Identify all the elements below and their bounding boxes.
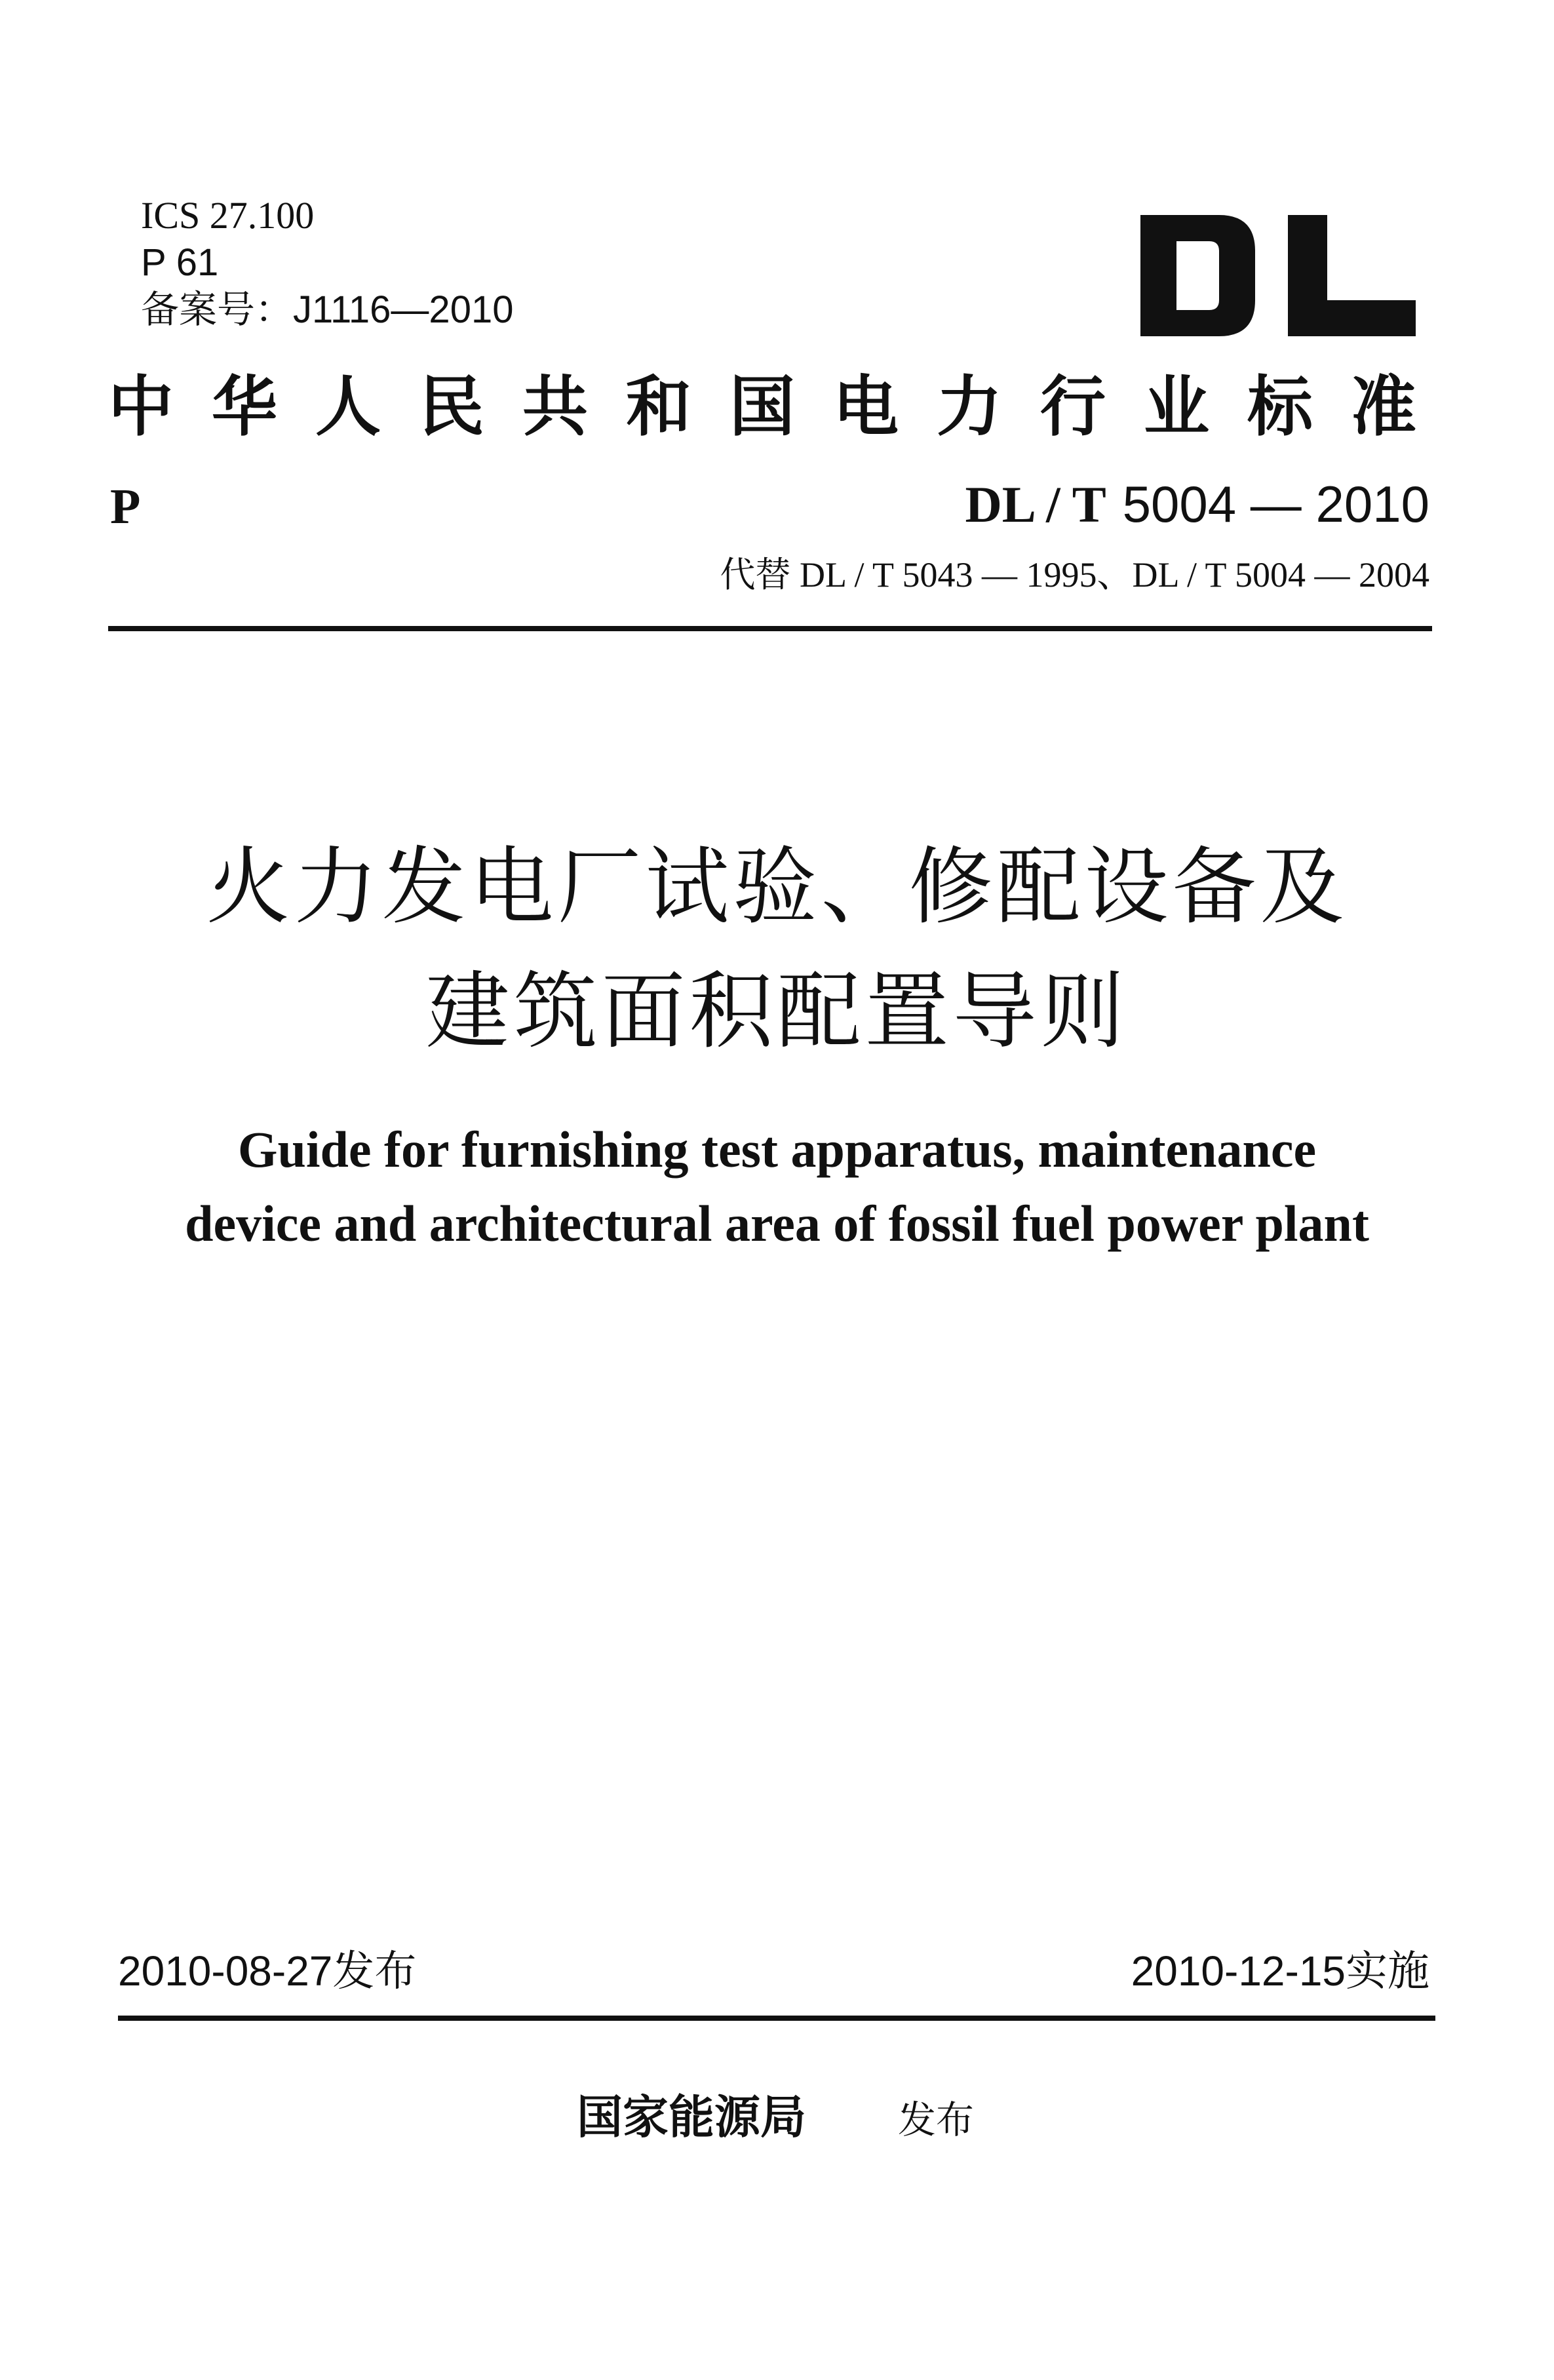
industry-title-char: 业	[1144, 368, 1225, 445]
industry-standard-title	[108, 368, 1432, 445]
footer-divider	[118, 2016, 1435, 2021]
industry-title-char: 民	[419, 368, 500, 445]
record-number	[141, 288, 514, 331]
header-divider	[108, 626, 1432, 631]
industry-title-char: 共	[522, 368, 604, 445]
industry-title-char: 国	[729, 368, 811, 445]
industry-title-char: 中	[108, 368, 189, 445]
english-title-line-1: Guide for furnishing test apparatus, maintenance	[237, 1121, 1317, 1178]
issue-date: 2010-08-27发布	[118, 1947, 417, 1995]
industry-title-char: 电	[833, 368, 914, 445]
industry-title-char: 华	[212, 368, 293, 445]
standard-prefix: DL / T	[965, 476, 1106, 533]
chinese-title-line-2: 建筑面积配置导则	[425, 963, 1129, 1061]
replaces-note: 代替 DL / T 5043 — 1995、DL / T 5004 — 2004	[720, 555, 1429, 595]
english-title-line-2: device and architectural area of fossil fuel power plant	[185, 1195, 1369, 1252]
dl-logo	[1140, 215, 1416, 336]
industry-title-char: 力	[937, 368, 1018, 445]
industry-title-char: 人	[315, 368, 397, 445]
record-value: J1116—2010	[293, 288, 514, 331]
chinese-title-line-1: 火力发电厂试验、修配设备及	[206, 838, 1348, 936]
classification-code: P 61	[141, 241, 219, 284]
industry-title-char: 标	[1247, 368, 1329, 445]
industry-title-char: 和	[626, 368, 707, 445]
record-label: 备案号：	[141, 288, 294, 331]
ics-code-text: ICS 27.100	[141, 194, 315, 237]
standard-category: P	[110, 479, 141, 534]
industry-title-char: 准	[1351, 368, 1432, 445]
standard-number	[965, 475, 1429, 533]
standard-number-value: 5004 — 2010	[1122, 475, 1429, 533]
publisher-name: 国家能源局	[577, 2090, 806, 2144]
industry-title-char: 行	[1040, 368, 1121, 445]
implementation-date: 2010-12-15实施	[1131, 1947, 1429, 1995]
publisher-verb: 发布	[898, 2097, 975, 2142]
ics-code	[141, 194, 315, 237]
